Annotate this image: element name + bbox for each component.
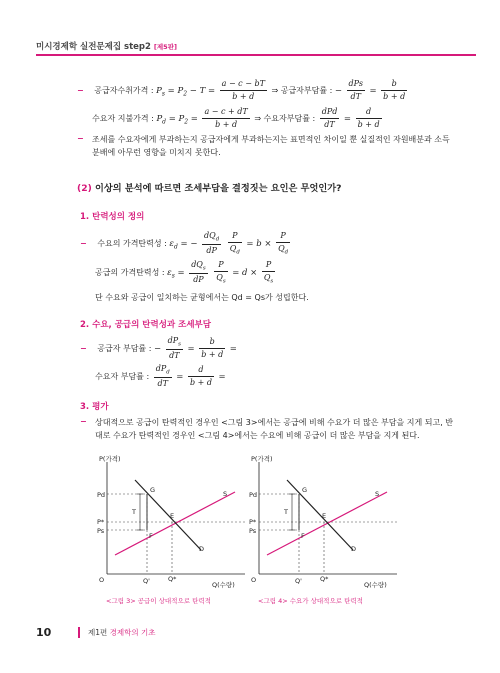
supplier-price-line: − 공급자수취가격 : $P_s = P_2 - T$ = $\frac{a - c - bT}{b + d}$ ⇒ 공급자부담률 : − $\frac{\text{dPs}}{dT}$ = $\frac{b}{b + d}$ — [77, 79, 406, 101]
page-number: 10 — [36, 626, 52, 639]
subsection-evaluation: 3. 평가 — [80, 402, 109, 412]
s-label: S — [223, 490, 228, 498]
consumer-price-label: 수요자 지불가격 : — [92, 114, 154, 123]
figure-3 — [95, 452, 258, 612]
f-label: F — [149, 532, 153, 540]
bullet-dash: − — [80, 343, 87, 353]
consumer-burden-line: 수요자 부담률 : $\frac{dP_d}{dT}$ = $\frac{d}{b + d}$ = — [95, 364, 226, 388]
e-label: E — [170, 512, 175, 520]
subsection-elasticity-burden: 2. 수요, 공급의 탄력성과 조세부담 — [80, 320, 211, 330]
evaluation-paragraph — [80, 416, 460, 442]
supply-curve — [115, 492, 235, 555]
footer-title: 경제학의 기초 — [109, 628, 156, 637]
supply-elasticity-line: 공급의 가격탄력성 : $\varepsilon_s$ = $\frac{dQ_s}{dP}$ $\frac{P}{Q_s}$ = d × $\frac{P}{Q_s}$ — [95, 260, 274, 285]
d-label: D — [351, 545, 357, 553]
figure-4 — [247, 452, 407, 612]
origin-label: O — [99, 576, 105, 584]
subsection-elasticity-definition: 1. 탄력성의 정의 — [80, 212, 145, 222]
equilibrium-note: 단 수요와 공급이 일치하는 균형에서는 Qd = Qs가 성립한다. — [95, 293, 309, 302]
tax-incidence-text: 조세를 수요자에게 부과하는지 공급자에게 부과하는지는 표면적인 차이일 뿐 실질적인 자원배분과 소득분배에 아무런 영향을 미치지 못한다. — [92, 135, 450, 158]
bullet-dash: − — [77, 86, 84, 95]
evaluation-text: 상대적으로 공급이 탄력적인 경우인 <그림 3>에서는 공급에 비해 수요가 더 많은 부담을 지게 되고, 반대로 수요가 탄력적인 경우인 <그림 4>에서는 수요에 비해 공급이 더 많은 부담을 지게 된다. — [95, 418, 454, 441]
section-title — [77, 180, 341, 194]
figure-4-caption: <그림 4> 수요가 상대적으로 탄력적 — [258, 597, 363, 605]
consumer-burden-label-2: 수요자 부담률 : — [95, 371, 150, 381]
g-label: G — [302, 486, 308, 494]
header-title: 미시경제학 실전문제집 step2 — [36, 42, 151, 52]
qstar-label: Q* — [168, 575, 177, 583]
t-label: T — [132, 508, 136, 516]
footer-part: 제1편 — [88, 628, 108, 637]
q1-label: Q' — [295, 577, 302, 585]
consumer-burden-value: $\frac{d}{b + d}$ — [357, 107, 380, 129]
consumer-price-line: 수요자 지불가격 : $P_d = P_2$ = $\frac{a - c + dT}{b + d}$ ⇒ 수요자부담률 : $\frac{\text{dPd}}{dT}$ = $\frac{d}{b + d}$ — [92, 107, 380, 129]
consumer-price-frac: $\frac{a - c + dT}{b + d}$ — [204, 107, 248, 129]
supplier-price-label: 공급자수취가격 : — [94, 86, 154, 95]
t-label: T — [284, 508, 288, 516]
qstar-label: Q* — [320, 575, 329, 583]
supplier-price-frac: $\frac{a - c - bT}{b + d}$ — [221, 79, 265, 101]
origin-label: O — [251, 576, 257, 584]
supplier-burden-label: ⇒ 공급자부담률 : — [271, 86, 333, 95]
header-tag: [제5판] — [153, 43, 177, 51]
x-axis-label: Q(수량) — [212, 581, 235, 589]
demand-elasticity-line: − 수요의 가격탄력성 : $\varepsilon_d$ = − $\frac{dQ_d}{dP}$ $\frac{P}{Q_d}$ = b × $\frac{P}{Q_d}$ — [80, 231, 289, 256]
supply-elasticity-label: 공급의 가격탄력성 : — [95, 267, 165, 277]
pstar-label: P* — [249, 518, 257, 526]
y-axis-label: P(가격) — [251, 455, 273, 463]
supplier-price-eq: $P_s = P_2 - T$ = — [156, 86, 216, 98]
e-label: E — [322, 512, 327, 520]
bullet-dash: − — [77, 134, 84, 143]
footer-chapter — [88, 627, 156, 638]
q1-label: Q' — [143, 577, 150, 585]
section-title-text: 이상의 분석에 따르면 조세부담을 결정짓는 요인은 무엇인가? — [95, 183, 342, 194]
figure-3-caption: <그림 3> 공급이 상대적으로 탄력적 — [106, 597, 211, 605]
d-label: D — [199, 545, 205, 553]
supply-curve — [267, 492, 387, 555]
running-header — [36, 40, 177, 52]
supplier-burden-line: − 공급자 부담률 : − $\frac{dP_s}{dT}$ = $\frac{b}{b + d}$ = — [80, 336, 237, 360]
supplier-burden-value: $\frac{b}{b + d}$ — [383, 79, 406, 101]
demand-elasticity-label: 수요의 가격탄력성 : — [97, 238, 167, 248]
section-number: (2) — [77, 183, 92, 194]
x-axis-label: Q(수량) — [364, 581, 387, 589]
consumer-price-eq: $P_d = P_2$ = — [156, 114, 198, 126]
pd-label: Pd — [249, 491, 258, 499]
y-axis-label: P(가격) — [99, 455, 121, 463]
tax-incidence-note — [77, 133, 457, 159]
pstar-label: P* — [97, 518, 105, 526]
consumer-burden-label: ⇒ 수요자부담률 : — [254, 114, 316, 123]
f-label: F — [301, 532, 305, 540]
supplier-burden-frac: $\frac{\text{dPs}}{dT}$ — [348, 79, 363, 101]
pd-label: Pd — [97, 491, 106, 499]
consumer-burden-frac: $\frac{\text{dPd}}{dT}$ — [321, 107, 338, 129]
ps-label: Ps — [249, 527, 257, 535]
supplier-burden-label-2: 공급자 부담률 : — [97, 343, 152, 353]
footer-divider — [78, 627, 80, 638]
g-label: G — [150, 486, 156, 494]
bullet-dash: − — [80, 238, 87, 248]
ps-label: Ps — [97, 527, 105, 535]
s-label: S — [375, 490, 380, 498]
bullet-dash: − — [80, 417, 87, 426]
header-rule — [36, 54, 476, 56]
